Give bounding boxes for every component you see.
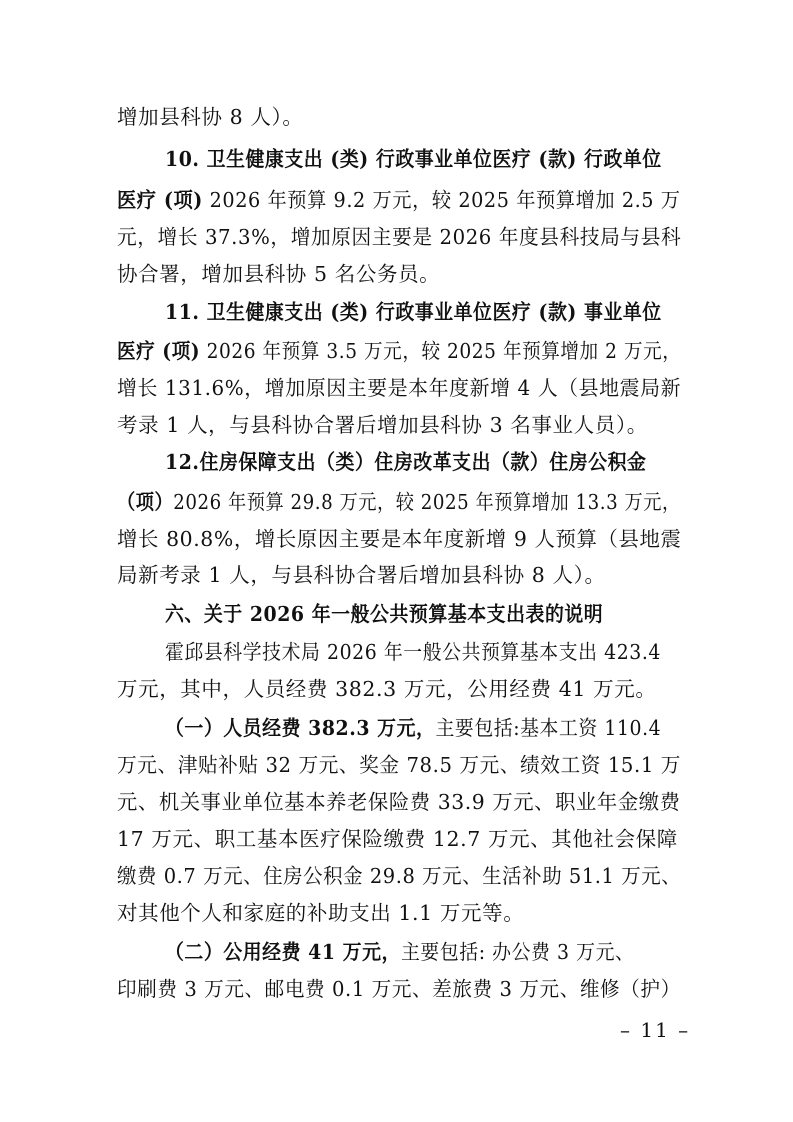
text-line [117,864,682,888]
text-line [165,940,681,964]
text-segment: 2026 年预算 3.5 万元，较 2025 年预算增加 2 万元， [200,339,682,363]
text-segment: 万元、津贴补贴 32 万元、奖金 78.5 万元、绩效工资 15.1 万 [117,753,681,777]
text-line [165,300,681,324]
text-line [165,602,681,626]
text-line [117,339,682,363]
text-segment: 17 万元、职工基本医疗保险缴费 12.7 万元、其他社会保障 [117,827,678,851]
text-segment: 协合署，增加县科协 5 名公务员。 [117,262,441,286]
text-line [117,753,681,777]
text-segment: 考录 1 人，与县科协合署后增加县科协 3 名事业人员）。 [117,413,648,437]
text-segment: 2026 年预算 29.8 万元，较 2025 年预算增加 13.3 万元， [173,490,681,514]
bold-text-segment: 11. 卫生健康支出 (类) 行政事业单位医疗 (款) 事业单位 [165,300,662,324]
bold-text-segment: 医疗 (项) [117,188,203,212]
text-line [165,640,681,664]
bold-text-segment: （二）公用经费 41 万元， [165,940,401,964]
text-line [117,225,682,249]
text-line [117,563,677,587]
text-line [117,977,681,1001]
text-line [117,490,681,514]
text-line [117,901,677,925]
text-segment: 主要包括: 办公费 3 万元、 [400,940,635,964]
text-line [117,262,677,286]
text-segment: 增长 80.8%，增长原因主要是本年度新增 9 人预算（县地震 [117,527,682,551]
text-line [165,716,681,740]
text-segment: 主要包括:基本工资 110.4 [435,716,662,740]
text-segment: 增长 131.6%，增加原因主要是本年度新增 4 人（县地震局新 [117,376,682,400]
page-number: – 11 – [620,1018,691,1042]
text-segment: 局新考录 1 人，与县科协合署后增加县科协 8 人）。 [117,563,606,587]
text-line [117,188,681,212]
bold-text-segment: （项） [117,490,174,514]
bold-text-segment: （一）人员经费 382.3 万元， [165,716,436,740]
text-line [117,677,677,701]
text-segment: 增加县科协 8 人）。 [117,105,304,129]
bold-text-segment: 六、关于 2026 年一般公共预算基本支出表的说明 [165,602,604,626]
bold-text-segment: 10. 卫生健康支出 (类) 行政事业单位医疗 (款) 行政单位 [165,147,662,171]
text-segment: 2026 年预算 9.2 万元，较 2025 年预算增加 2.5 万 [202,188,681,212]
text-segment: 霍邱县科学技术局 2026 年一般公共预算基本支出 423.4 [165,640,661,664]
text-segment: 印刷费 3 万元、邮电费 0.1 万元、差旅费 3 万元、维修（护） [117,977,681,1001]
text-segment: 缴费 0.7 万元、住房公积金 29.8 万元、生活补助 51.1 万元、 [117,864,682,888]
text-segment: 对其他个人和家庭的补助支出 1.1 万元等。 [117,901,525,925]
text-line [117,413,677,437]
text-segment: 万元，其中，人员经费 382.3 万元，公用经费 41 万元。 [117,677,657,701]
text-line [117,105,677,129]
text-line [117,790,681,814]
text-line [117,376,682,400]
text-line [165,147,681,171]
text-line [165,450,681,474]
text-segment: 元、机关事业单位基本养老保险费 33.9 万元、职业年金缴费 [117,790,681,814]
text-line [117,527,682,551]
bold-text-segment: 医疗 (项) [117,339,201,363]
bold-text-segment: 12.住房保障支出（类）住房改革支出（款）住房公积金 [165,450,647,474]
text-segment: 元，增长 37.3%，增加原因主要是 2026 年度县科技局与县科 [117,225,682,249]
text-line [117,827,677,851]
